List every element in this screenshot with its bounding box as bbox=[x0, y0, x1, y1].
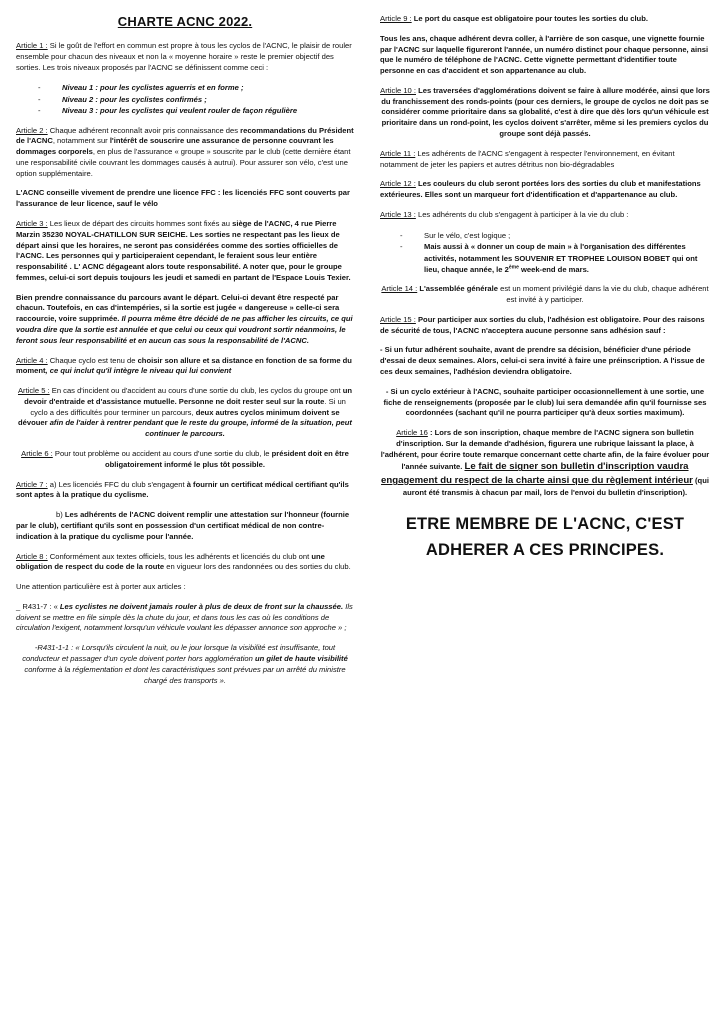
article-2-text: , notamment sur bbox=[52, 136, 110, 146]
article-7-text: a) Les licenciés FFC du club s'engagent bbox=[47, 479, 187, 489]
r431-1-1-text: -R431-1-1 : « Lorsqu'ils circulent la nuit, ou le jour lorsque la visibilité est insuffisante, tout conducteur et passager d'un cycle doivent porter hors agglomération bbox=[22, 643, 336, 663]
level-name: Niveau 1 : bbox=[62, 83, 98, 93]
article-14-label: Article 14 : bbox=[381, 284, 418, 294]
article-1 bbox=[16, 41, 354, 73]
article-5-bold-italic: afin de l'aider à rentrer pendant que le reste du groupe, informé de la situation, peut continuer le parcours. bbox=[47, 418, 352, 439]
article-8-r431-7 bbox=[16, 602, 354, 634]
article-3 bbox=[16, 219, 354, 284]
article-8-text: Conformément aux textes officiels, tous les adhérents et licenciés du club ont bbox=[47, 551, 312, 561]
article-2-bold: l'intérêt de souscrire une assurance de personne couvrant les dommages corporels bbox=[16, 136, 334, 157]
article-7 bbox=[16, 480, 354, 502]
article-14-text: est un moment privilégié dans la vie du club, chaque adhérent est invité à y participer. bbox=[497, 284, 709, 305]
article-3-cancel-text: Il pourra même être décidé de ne pas afficher les circuits, ce qui voudra dire que la sortie est annulée et que celui ou ceux qui voudront sortir néanmoins, le feront sous leur responsabilité et en aucun cas sous la responsabilité de l'ACNC. bbox=[16, 314, 353, 345]
ffc-licence-note: L'ACNC conseille vivement de prendre une licence FFC : les licenciés FFC sont couverts par l'assurance de leur licence, sauf le vélo bbox=[16, 188, 350, 209]
article-16-bold: : Lors de son inscription, chaque membre de l'ACNC signera son bulletin d'inscription. Sur la demande d'adhésion, figurera une rubrique laissant la place, à l'adhérent, pour écrire toute remarque concernant cette charte afin, de la faire évoluer pour l'année suivante. bbox=[380, 428, 710, 472]
article-5-bold: . Personne ne doit rester seul sur la route bbox=[174, 396, 325, 406]
list-item: - Niveau 1 : pour les cyclistes aguerris et en forme ; bbox=[38, 83, 244, 93]
article-6-text: Pour tout problème ou accident au cours d'une sortie du club, le bbox=[52, 449, 272, 459]
article-9-sticker: Tous les ans, chaque adhérent devra coller, à l'arrière de son casque, une vignette fournie par l'ACNC sur laquelle figureront l'année, un numéro distinct pour chaque personne, ainsi que le numéro de téléphone de l'ACNC. Cette vignette permettant d'identifier toute personne en cas d'accident et son appartenance au club. bbox=[380, 33, 709, 76]
article-8-text: en vigueur lors des randonnées ou des sorties du club. bbox=[164, 562, 351, 572]
article-8-label: Article 8 : bbox=[16, 551, 48, 561]
r431-1-1-bold: un gilet de haute visibilité bbox=[254, 653, 348, 663]
r431-1-1-text: conforme à la réglementation et dont les caractéristiques sont prévues par un arrêté du ministre chargé des transports ». bbox=[24, 664, 346, 685]
club-life-list bbox=[380, 230, 710, 276]
article-4 bbox=[16, 356, 354, 378]
article-9-label: Article 9 : bbox=[380, 14, 412, 23]
levels-list bbox=[16, 82, 354, 116]
article-16-bold: (qui auront été transmis à chacun par mail, lors de l'envoi du bulletin d'inscription). bbox=[402, 476, 709, 497]
article-15 bbox=[380, 315, 710, 337]
closing-slogan bbox=[380, 512, 710, 563]
article-6-bold: président doit en être obligatoirement informé le plus tôt possible. bbox=[105, 449, 349, 469]
article-7-b-marker: b) bbox=[56, 510, 65, 520]
article-7-b bbox=[16, 510, 354, 542]
article-3-address: siège de l'ACNC, 4 rue Pierre Marzin 35230 NOYAL-CHATILLON SUR SEICHE. bbox=[16, 218, 337, 239]
superscript: ème bbox=[508, 264, 519, 271]
document-title: CHARTE ACNC 2022. bbox=[117, 14, 253, 29]
article-10-label: Article 10 : bbox=[380, 85, 416, 95]
r431-7-label: _ R431-7 : « bbox=[16, 601, 60, 611]
article-4-bold: choisir son allure et sa distance en fonction de sa forme du moment bbox=[16, 355, 352, 376]
article-16-label: Article 16 bbox=[396, 428, 428, 438]
article-2-text: , en plus de l'assurance « groupe » souscrite par le club (cette dernière étant une responsabilité civile couvrant les dommages causés à autrui). Pour assurer son vélo, c'est une option supplémentaire. bbox=[16, 147, 351, 178]
article-5-text: En cas d'incident ou d'accident au cours d'une sortie du club, les cyclos du groupe ont bbox=[49, 386, 343, 396]
article-15-trial: - Si un futur adhérent souhaite, avant de prendre sa décision, bénéficier d'une période d'essai de deux semaines. Alors, celui-ci sera invité à faire une préinscription. A l'issue de ces deux semaines, l'adhésion deviendra obligatoire. bbox=[380, 345, 705, 376]
article-12-label: Article 12 : bbox=[380, 179, 416, 189]
article-11-text: Les adhérents de l'ACNC s'engagent à respecter l'environnement, en évitant notamment de jeter les papiers et autres détritus non bio-dégradables bbox=[380, 148, 675, 169]
article-14 bbox=[380, 284, 710, 306]
article-7-bold: à fournir un certificat médical certifiant qu'ils sont aptes à la pratique du cyclisme. bbox=[16, 479, 349, 500]
article-8-intro: Une attention particulière est à porter aux articles : bbox=[16, 582, 186, 592]
slogan-line-1: ETRE MEMBRE DE L'ACNC, C'EST bbox=[405, 515, 685, 534]
article-16-commitment: Le fait de signer son bulletin d'inscription vaudra engagement du respect de la charte ainsi que du règlement intérieur bbox=[381, 461, 693, 487]
article-3-route-text: Bien prendre connaissance du parcours avant le départ. Celui-ci devant être respecté par chacun. Toutefois, en cas d'intempéries, si la sortie est jugée « dangereuse » celle-ci sera raccourcie, voire supprimée. bbox=[16, 292, 340, 324]
article-3-text: Les sorties ne respectant pas les lieux de départ ainsi que les horaires, ne seront pas considérées comme des sorties officielles de l'ACNC. Les personnes qui y participeraient cependant, le feraient sous leur entière responsabilité . L' ACNC dégageant alors toute responsabilité. A noter que, pour le groupe femmes, celui-ci sort depuis toujours les jeudi et samedi en partant de l'Espace Louis Texier. bbox=[16, 229, 351, 282]
article-2-label: Article 2 : bbox=[16, 125, 48, 135]
article-11 bbox=[380, 149, 710, 171]
article-1-label: Article 1 : bbox=[16, 41, 48, 50]
article-7-b-text: Les adhérents de l'ACNC doivent remplir une attestation sur l'honneur (fournie par le club), certifiant qu'ils sont en possession d'un certificat médical de non contre-indication à la pratique du cyclisme pour l'année. bbox=[16, 510, 350, 541]
article-5 bbox=[16, 386, 354, 440]
article-8-bold: une obligation de respect du code de la route bbox=[16, 551, 325, 572]
article-14-bold: L'assemblée générale bbox=[417, 284, 498, 294]
list-item: - Niveau 3 : pour les cyclistes qui veulent rouler de façon régulière bbox=[38, 106, 298, 116]
article-16 bbox=[380, 428, 710, 498]
article-5-bold: deux autres cyclos minimum doivent se dévouer bbox=[18, 407, 340, 428]
club-life-item: Sur le vélo, c'est logique ; bbox=[424, 230, 511, 240]
article-6 bbox=[16, 449, 354, 471]
level-desc: pour les cyclistes qui veulent rouler de façon régulière bbox=[97, 106, 298, 116]
club-life-item: Mais aussi à « donner un coup de main » à l'organisation des différentes activités, notamment les SOUVENIR ET TROPHEE LOUISON BOBET qui ont lieu, chaque année, le 2 bbox=[424, 242, 698, 274]
article-2-bold: recommandations du Président de l'ACNC bbox=[16, 125, 354, 146]
slogan-line-2: ADHERER A CES PRINCIPES. bbox=[425, 541, 665, 559]
level-desc: pour les cyclistes confirmés ; bbox=[97, 94, 207, 104]
article-5-text: . Si un cyclo a des difficultés pour terminer un parcours, bbox=[30, 396, 346, 417]
left-column bbox=[16, 14, 354, 695]
article-10-bold: Les traversées d'agglomérations doivent se faire à allure modérée, ainsi que lors du franchissement des ronds-points (pour ces derniers, le groupe de cyclos ne doit pas se considérer comme prioritaire dans sa globalité, c'est à dire que dès lors qu'un véhicule est prioritaire dans un rond-point, les cyclos doivent s'arrêter, même si les premiers cyclos du groupe sont déjà passés. bbox=[381, 85, 710, 139]
level-name: Niveau 2 : bbox=[62, 94, 98, 104]
article-4-bold-italic: , ce qui inclut qu'il intègre le niveau qui lui convient bbox=[45, 366, 232, 376]
club-life-item: week-end de mars. bbox=[518, 264, 589, 274]
list-item: - Sur le vélo, c'est logique ; bbox=[400, 230, 511, 240]
article-4-label: Article 4 : bbox=[16, 355, 48, 365]
article-8-r431-1-1 bbox=[16, 643, 354, 686]
article-5-bold: un devoir d'entraide et d'assistance mutuelle bbox=[24, 386, 353, 406]
article-7-label: Article 7 : bbox=[16, 479, 48, 489]
r431-7-bold: Les cyclistes ne doivent jamais rouler à plus de deux de front sur la chaussée. bbox=[59, 601, 344, 611]
article-3-part-2 bbox=[16, 293, 354, 347]
article-4-text: Chaque cyclo est tenu de bbox=[47, 355, 138, 365]
article-2-text: Chaque adhérent reconnaît avoir pris connaissance des bbox=[47, 125, 241, 135]
article-12 bbox=[380, 179, 710, 201]
article-12-bold: Les couleurs du club seront portées lors des sorties du club et manifestations extérieures. Elles sont un marqueur fort d'identification et d'appartenance au club. bbox=[380, 179, 701, 200]
list-item: - Mais aussi à « donner un coup de main » à l'organisation des différentes activités, notamment les SOUVENIR ET TROPHEE LOUISON BOBET qui ont lieu, chaque année, le 2ème week-end de mars. bbox=[400, 242, 698, 274]
article-5-label: Article 5 : bbox=[17, 386, 50, 396]
list-item: - Niveau 2 : pour les cyclistes confirmés ; bbox=[38, 94, 207, 104]
r431-7-italic: Ils doivent se mettre en file simple dès la chute du jour, et dans tous les cas où les conditions de circulation l'exigent, notamment lorsqu'un véhicule voulant les dépasser annonce son approche » ; bbox=[16, 601, 353, 633]
level-name: Niveau 3 : bbox=[62, 106, 98, 116]
right-column bbox=[380, 14, 710, 564]
article-3-text: Les lieux de départ des circuits hommes sont fixés au bbox=[47, 218, 233, 228]
article-3-label: Article 3 : bbox=[16, 218, 48, 228]
article-6-label: Article 6 : bbox=[21, 449, 53, 459]
article-10 bbox=[380, 86, 710, 140]
level-desc: pour les cyclistes aguerris et en forme ; bbox=[97, 83, 244, 93]
article-13 bbox=[380, 210, 710, 221]
article-13-label: Article 13 : bbox=[380, 209, 416, 219]
article-15-label: Article 15 : bbox=[380, 314, 416, 324]
article-9-bold: Le port du casque est obligatoire pour toutes les sorties du club. bbox=[411, 14, 648, 23]
article-9 bbox=[380, 14, 710, 25]
article-13-text: Les adhérents du club s'engagent à participer à la vie du club : bbox=[415, 209, 629, 219]
article-8 bbox=[16, 552, 354, 574]
article-15-bold: Pour participer aux sorties du club, l'adhésion est obligatoire. Pour des raisons de sécurité de tous, l'ACNC n'acceptera aucune personne sans adhésion sauf : bbox=[380, 314, 705, 335]
article-15-external: - Si un cyclo extérieur à l'ACNC, souhaite participer occasionnellement à une sortie, une fiche de renseignements (proposée par le club) lui sera demandée afin qu'il fournisse ses coordonnées (sachant qu'il ne pourra participer qu'à deux sorties maximum). bbox=[383, 386, 707, 418]
article-11-label: Article 11 : bbox=[380, 148, 416, 158]
article-2 bbox=[16, 126, 354, 180]
article-1-text: Si le goût de l'effort en commun est propre à tous les cyclos de l'ACNC, le plaisir de rouler ensemble pour chacun des niveaux et non la « moyenne horaire » reste le premier objectif des sorties. Les trois niveaux proposés par l'ACNC se définissent comme ceci : bbox=[16, 41, 352, 72]
